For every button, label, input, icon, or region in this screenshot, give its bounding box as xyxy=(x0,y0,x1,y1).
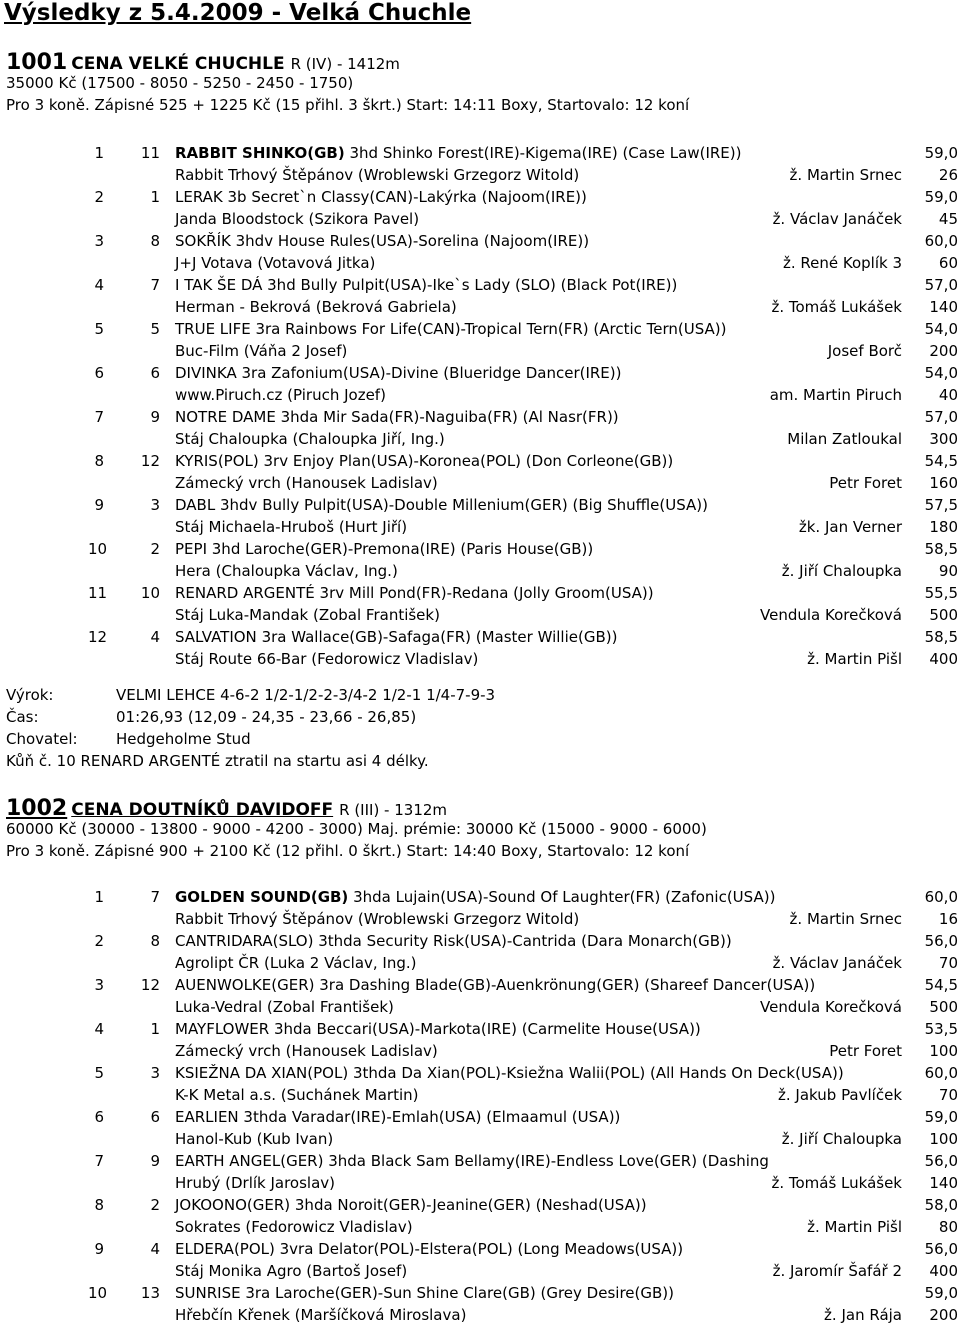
odds: 70 xyxy=(938,954,958,972)
horse-name: MAYFLOWER xyxy=(175,1020,270,1038)
saddle-number: 12 xyxy=(140,452,160,470)
horse-info xyxy=(175,1018,701,1040)
odds: 500 xyxy=(929,998,958,1016)
result-row-sub xyxy=(0,648,960,670)
finish-position: 5 xyxy=(94,320,104,338)
owner-trainer: Hrubý (Drlík Jaroslav) xyxy=(175,1174,336,1192)
horse-pedigree: 3thda Varadar(IRE)-Emlah(USA) (Elmaamul (USA)) xyxy=(238,1108,621,1126)
result-row-main xyxy=(0,186,960,208)
weight: 54,0 xyxy=(924,364,958,382)
jockey: ž. René Koplík 3 xyxy=(782,254,902,272)
owner-trainer: Stáj Monika Agro (Bartoš Josef) xyxy=(175,1262,408,1280)
horse-info xyxy=(175,538,593,560)
owner-trainer: Buc-Film (Váňa 2 Josef) xyxy=(175,342,348,360)
horse-info xyxy=(175,362,622,384)
horse-name: TRUE LIFE xyxy=(175,320,251,338)
result-row-sub xyxy=(0,1084,960,1106)
saddle-number: 5 xyxy=(150,320,160,338)
result-row-main xyxy=(0,1018,960,1040)
horse-pedigree: 3rv Enjoy Plan(USA)-Koronea(POL) (Don Corleone(GB)) xyxy=(258,452,674,470)
odds: 70 xyxy=(938,1086,958,1104)
horse-info xyxy=(175,974,815,996)
result-row-sub xyxy=(0,560,960,582)
owner-trainer: Stáj Luka-Mandak (Zobal František) xyxy=(175,606,440,624)
horse-pedigree: 3vra Delator(POL)-Elstera(POL) (Long Meadows(USA)) xyxy=(274,1240,684,1258)
jockey: Vendula Korečková xyxy=(760,998,902,1016)
horse-pedigree: 3ra Wallace(GB)-Safaga(FR) (Master Willie(GB)) xyxy=(256,628,618,646)
finish-position: 8 xyxy=(94,1196,104,1214)
finish-position: 9 xyxy=(94,1240,104,1258)
jockey: Petr Foret xyxy=(829,474,902,492)
result-row xyxy=(0,230,960,274)
horse-pedigree: 3b Secret`n Classy(CAN)-Lakýrka (Najoom(IRE)) xyxy=(222,188,587,206)
result-row xyxy=(0,582,960,626)
finish-position: 4 xyxy=(94,1020,104,1038)
weight: 56,0 xyxy=(924,932,958,950)
horse-info xyxy=(175,318,727,340)
result-row-sub xyxy=(0,296,960,318)
odds: 80 xyxy=(938,1218,958,1236)
result-row-main xyxy=(0,1150,960,1172)
weight: 54,5 xyxy=(924,452,958,470)
horse-name: SOKŘÍK xyxy=(175,232,231,250)
owner-trainer: K-K Metal a.s. (Suchánek Martin) xyxy=(175,1086,419,1104)
result-row-main xyxy=(0,230,960,252)
race-prize-line: 60000 Kč (30000 - 13800 - 9000 - 4200 - 3000) Maj. prémie: 30000 Kč (15000 - 9000 - 6000) xyxy=(6,820,707,838)
result-row xyxy=(0,886,960,930)
meta-value: Hedgeholme Stud xyxy=(116,730,251,748)
result-row-sub xyxy=(0,1172,960,1194)
result-row-main xyxy=(0,1282,960,1304)
page-title: Výsledky z 5.4.2009 - Velká Chuchle xyxy=(4,0,472,26)
result-row xyxy=(0,186,960,230)
horse-name: GOLDEN SOUND(GB) xyxy=(175,888,349,906)
owner-trainer: Luka-Vedral (Zobal František) xyxy=(175,998,394,1016)
weight: 54,5 xyxy=(924,976,958,994)
finish-position: 6 xyxy=(94,1108,104,1126)
finish-position: 6 xyxy=(94,364,104,382)
meta-row-verdict xyxy=(6,684,956,706)
odds: 200 xyxy=(929,342,958,360)
odds: 160 xyxy=(929,474,958,492)
jockey: ž. Martin Srnec xyxy=(789,166,902,184)
jockey: ž. Martin Srnec xyxy=(789,910,902,928)
horse-name: NOTRE DAME xyxy=(175,408,276,426)
saddle-number: 12 xyxy=(140,976,160,994)
jockey: Josef Borč xyxy=(827,342,902,360)
race-category: R (III) - 1312m xyxy=(339,801,448,819)
horse-pedigree: 3rv Mill Pond(FR)-Redana (Jolly Groom(USA)) xyxy=(314,584,654,602)
jockey: ž. Jiří Chaloupka xyxy=(781,1130,902,1148)
result-row-sub xyxy=(0,340,960,362)
weight: 56,0 xyxy=(924,1240,958,1258)
horse-info xyxy=(175,274,677,296)
owner-trainer: Hanol-Kub (Kub Ivan) xyxy=(175,1130,334,1148)
finish-position: 7 xyxy=(94,1152,104,1170)
result-row-sub xyxy=(0,1260,960,1282)
horse-pedigree: 3thda Da Xian(POL)-Ksiežna Walii(POL) (All Hands On Deck(USA)) xyxy=(348,1064,844,1082)
horse-pedigree: 3hdv House Rules(USA)-Sorelina (Najoom(IRE)) xyxy=(230,232,590,250)
weight: 59,0 xyxy=(924,188,958,206)
horse-pedigree: 3ra Zafonium(USA)-Divine (Blueridge Dancer(IRE)) xyxy=(236,364,622,382)
meta-label: Chovatel: xyxy=(6,730,78,748)
jockey: ž. Jaromír Šafář 2 xyxy=(772,1262,902,1280)
weight: 55,5 xyxy=(924,584,958,602)
odds: 500 xyxy=(929,606,958,624)
odds: 400 xyxy=(929,1262,958,1280)
jockey: ž. Václav Janáček xyxy=(772,210,902,228)
race-prize-line: 35000 Kč (17500 - 8050 - 5250 - 2450 - 1750) xyxy=(6,74,354,92)
result-row-main xyxy=(0,1062,960,1084)
result-row-sub xyxy=(0,1304,960,1326)
result-row-main xyxy=(0,406,960,428)
saddle-number: 1 xyxy=(150,1020,160,1038)
horse-info xyxy=(175,930,732,952)
result-row-sub xyxy=(0,1040,960,1062)
result-row-main xyxy=(0,1194,960,1216)
jockey: am. Martin Piruch xyxy=(769,386,902,404)
result-row-sub xyxy=(0,164,960,186)
finish-position: 2 xyxy=(94,932,104,950)
race-header xyxy=(6,50,960,75)
jockey: ž. Martin Pišl xyxy=(807,1218,902,1236)
odds: 200 xyxy=(929,1306,958,1324)
horse-name: KSIEŽNA DA XIAN(POL) xyxy=(175,1064,349,1082)
owner-trainer: Herman - Bekrová (Bekrová Gabriela) xyxy=(175,298,457,316)
horse-pedigree: 3hd Laroche(GER)-Premona(IRE) (Paris House(GB)) xyxy=(207,540,594,558)
finish-position: 1 xyxy=(94,888,104,906)
jockey: ž. Tomáš Lukášek xyxy=(771,298,902,316)
owner-trainer: Janda Bloodstock (Szikora Pavel) xyxy=(175,210,420,228)
result-row xyxy=(0,406,960,450)
horse-name: EARTH ANGEL(GER) xyxy=(175,1152,324,1170)
horse-pedigree: 3ra Rainbows For Life(CAN)-Tropical Tern(FR) (Arctic Tern(USA)) xyxy=(250,320,727,338)
weight: 56,0 xyxy=(924,1152,958,1170)
result-row xyxy=(0,142,960,186)
horse-name: EARLIEN xyxy=(175,1108,239,1126)
meta-value: VELMI LEHCE 4-6-2 1/2-1/2-2-3/4-2 1/2-1 1/4-7-9-3 xyxy=(116,686,496,704)
odds: 45 xyxy=(938,210,958,228)
odds: 60 xyxy=(938,254,958,272)
horse-info xyxy=(175,230,589,252)
horse-info xyxy=(175,1238,683,1260)
finish-position: 10 xyxy=(88,1284,108,1302)
horse-info xyxy=(175,186,587,208)
odds: 100 xyxy=(929,1130,958,1148)
weight: 57,0 xyxy=(924,408,958,426)
owner-trainer: J+J Votava (Votavová Jitka) xyxy=(175,254,376,272)
weight: 54,0 xyxy=(924,320,958,338)
result-row-sub xyxy=(0,428,960,450)
horse-pedigree: 3hda Mir Sada(FR)-Naguiba(FR) (Al Nasr(FR)) xyxy=(275,408,619,426)
horse-info xyxy=(175,626,617,648)
horse-name: JOKOONO(GER) xyxy=(175,1196,291,1214)
owner-trainer: Zámecký vrch (Hanousek Ladislav) xyxy=(175,474,438,492)
owner-trainer: Sokrates (Fedorowicz Vladislav) xyxy=(175,1218,413,1236)
horse-pedigree: 3hda Beccari(USA)-Markota(IRE) (Carmelite House(USA)) xyxy=(269,1020,701,1038)
horse-name: DIVINKA xyxy=(175,364,237,382)
odds: 90 xyxy=(938,562,958,580)
race-category: R (IV) - 1412m xyxy=(290,55,400,73)
race-1001 xyxy=(0,50,960,770)
result-row xyxy=(0,1194,960,1238)
jockey: ž. Martin Pišl xyxy=(807,650,902,668)
odds: 180 xyxy=(929,518,958,536)
weight: 60,0 xyxy=(924,888,958,906)
odds: 40 xyxy=(938,386,958,404)
finish-position: 10 xyxy=(88,540,108,558)
horse-pedigree: 3hdv Bully Pulpit(USA)-Double Millenium(GER) (Big Shuffle(USA)) xyxy=(215,496,708,514)
odds: 16 xyxy=(938,910,958,928)
meta-label: Čas: xyxy=(6,708,39,726)
result-row-main xyxy=(0,1238,960,1260)
result-row-main xyxy=(0,142,960,164)
saddle-number: 6 xyxy=(150,364,160,382)
saddle-number: 10 xyxy=(140,584,160,602)
jockey: Milan Zatloukal xyxy=(787,430,902,448)
weight: 57,0 xyxy=(924,276,958,294)
finish-position: 4 xyxy=(94,276,104,294)
meta-row-time xyxy=(6,706,956,728)
saddle-number: 9 xyxy=(150,408,160,426)
result-row xyxy=(0,1238,960,1282)
jockey: žk. Jan Verner xyxy=(798,518,902,536)
saddle-number: 2 xyxy=(150,1196,160,1214)
horse-info xyxy=(175,1194,647,1216)
race-name: CENA DOUTNÍKŮ DAVIDOFF xyxy=(71,800,334,820)
finish-position: 5 xyxy=(94,1064,104,1082)
result-row-main xyxy=(0,626,960,648)
meta-label: Výrok: xyxy=(6,686,54,704)
result-row xyxy=(0,450,960,494)
result-row xyxy=(0,538,960,582)
jockey: Petr Foret xyxy=(829,1042,902,1060)
jockey: ž. Tomáš Lukášek xyxy=(771,1174,902,1192)
weight: 57,5 xyxy=(924,496,958,514)
weight: 60,0 xyxy=(924,232,958,250)
result-row-main xyxy=(0,930,960,952)
horse-name: LERAK xyxy=(175,188,223,206)
race-entry-line: Pro 3 koně. Zápisné 525 + 1225 Kč (15 přihl. 3 škrt.) Start: 14:11 Boxy, Startovalo: 12 koní xyxy=(6,96,690,114)
saddle-number: 3 xyxy=(150,1064,160,1082)
odds: 26 xyxy=(938,166,958,184)
horse-pedigree: 3hd Bully Pulpit(USA)-Ike`s Lady (SLO) (Black Pot(IRE)) xyxy=(262,276,678,294)
odds: 140 xyxy=(929,298,958,316)
horse-name: CANTRIDARA(SLO) xyxy=(175,932,314,950)
weight: 58,5 xyxy=(924,540,958,558)
horse-pedigree: 3hda Lujain(USA)-Sound Of Laughter(FR) (Zafonic(USA)) xyxy=(348,888,776,906)
result-row-sub xyxy=(0,1216,960,1238)
finish-position: 9 xyxy=(94,496,104,514)
result-row xyxy=(0,494,960,538)
horse-pedigree: 3hda Black Sam Bellamy(IRE)-Endless Love(GER) (Dashing xyxy=(323,1152,769,1170)
saddle-number: 11 xyxy=(140,144,160,162)
weight: 58,5 xyxy=(924,628,958,646)
owner-trainer: Stáj Michaela-Hruboš (Hurt Jiří) xyxy=(175,518,408,536)
saddle-number: 8 xyxy=(150,232,160,250)
result-row xyxy=(0,1062,960,1106)
owner-trainer: Rabbit Trhový Štěpánov (Wroblewski Grzegorz Witold) xyxy=(175,166,580,184)
result-row-main xyxy=(0,274,960,296)
race-entry-line: Pro 3 koně. Zápisné 900 + 2100 Kč (12 přihl. 0 škrt.) Start: 14:40 Boxy, Startovalo: 12 koní xyxy=(6,842,690,860)
saddle-number: 4 xyxy=(150,628,160,646)
result-row xyxy=(0,1150,960,1194)
jockey: ž. Jiří Chaloupka xyxy=(781,562,902,580)
results-list xyxy=(0,142,960,670)
horse-name: SUNRISE xyxy=(175,1284,241,1302)
result-row-sub xyxy=(0,516,960,538)
weight: 53,5 xyxy=(924,1020,958,1038)
finish-position: 1 xyxy=(94,144,104,162)
result-row-sub xyxy=(0,472,960,494)
result-row xyxy=(0,1282,960,1326)
horse-name: RABBIT SHINKO(GB) xyxy=(175,144,345,162)
owner-trainer: Rabbit Trhový Štěpánov (Wroblewski Grzegorz Witold) xyxy=(175,910,580,928)
odds: 300 xyxy=(929,430,958,448)
horse-name: KYRIS(POL) xyxy=(175,452,259,470)
horse-info xyxy=(175,142,741,164)
result-row xyxy=(0,362,960,406)
race-meta xyxy=(6,684,956,772)
result-row-main xyxy=(0,494,960,516)
saddle-number: 7 xyxy=(150,276,160,294)
result-row xyxy=(0,1106,960,1150)
meta-value: 01:26,93 (12,09 - 24,35 - 23,66 - 26,85) xyxy=(116,708,417,726)
result-row-main xyxy=(0,538,960,560)
saddle-number: 8 xyxy=(150,932,160,950)
meta-row-breeder xyxy=(6,728,956,750)
result-row-sub xyxy=(0,252,960,274)
finish-position: 12 xyxy=(88,628,108,646)
owner-trainer: Hřebčín Křenek (Maršíčková Miroslava) xyxy=(175,1306,467,1324)
finish-position: 8 xyxy=(94,452,104,470)
jockey: ž. Jakub Pavlíček xyxy=(778,1086,902,1104)
race-header xyxy=(6,796,960,821)
weight: 59,0 xyxy=(924,1108,958,1126)
result-row-main xyxy=(0,886,960,908)
saddle-number: 4 xyxy=(150,1240,160,1258)
result-row xyxy=(0,626,960,670)
horse-info xyxy=(175,886,775,908)
saddle-number: 9 xyxy=(150,1152,160,1170)
race-name: CENA VELKÉ CHUCHLE xyxy=(71,54,285,74)
jockey: ž. Václav Janáček xyxy=(772,954,902,972)
result-row xyxy=(0,930,960,974)
horse-info xyxy=(175,582,654,604)
owner-trainer: Zámecký vrch (Hanousek Ladislav) xyxy=(175,1042,438,1060)
odds: 400 xyxy=(929,650,958,668)
saddle-number: 13 xyxy=(140,1284,160,1302)
finish-position: 2 xyxy=(94,188,104,206)
horse-name: SALVATION xyxy=(175,628,257,646)
result-row-main xyxy=(0,582,960,604)
horse-name: AUENWOLKE(GER) xyxy=(175,976,315,994)
jockey: ž. Jan Rája xyxy=(824,1306,902,1324)
weight: 59,0 xyxy=(924,1284,958,1302)
result-row-sub xyxy=(0,1128,960,1150)
result-row-sub xyxy=(0,908,960,930)
result-row-sub xyxy=(0,208,960,230)
odds: 140 xyxy=(929,1174,958,1192)
horse-pedigree: 3hd Shinko Forest(IRE)-Kigema(IRE) (Case Law(IRE)) xyxy=(344,144,742,162)
race-number: 1002 xyxy=(6,796,68,821)
result-row xyxy=(0,274,960,318)
result-row xyxy=(0,1018,960,1062)
horse-info xyxy=(175,1106,620,1128)
result-row-sub xyxy=(0,604,960,626)
result-row-main xyxy=(0,362,960,384)
weight: 59,0 xyxy=(924,144,958,162)
horse-pedigree: 3hda Noroit(GER)-Jeanine(GER) (Neshad(USA)) xyxy=(290,1196,647,1214)
owner-trainer: Agrolipt ČR (Luka 2 Václav, Ing.) xyxy=(175,954,417,972)
saddle-number: 7 xyxy=(150,888,160,906)
result-row-sub xyxy=(0,952,960,974)
weight: 58,0 xyxy=(924,1196,958,1214)
horse-info xyxy=(175,494,708,516)
finish-position: 3 xyxy=(94,232,104,250)
results-list xyxy=(0,886,960,1326)
saddle-number: 3 xyxy=(150,496,160,514)
odds: 100 xyxy=(929,1042,958,1060)
race-1002 xyxy=(0,796,960,1326)
horse-name: I TAK ŠE DÁ xyxy=(175,276,263,294)
saddle-number: 2 xyxy=(150,540,160,558)
jockey: Vendula Korečková xyxy=(760,606,902,624)
result-row-main xyxy=(0,318,960,340)
horse-pedigree: 3ra Laroche(GER)-Sun Shine Clare(GB) (Grey Desire(GB)) xyxy=(240,1284,674,1302)
result-row xyxy=(0,974,960,1018)
horse-name: PEPI xyxy=(175,540,207,558)
saddle-number: 1 xyxy=(150,188,160,206)
horse-pedigree: 3ra Dashing Blade(GB)-Auenkrönung(GER) (Shareef Dancer(USA)) xyxy=(314,976,816,994)
horse-info xyxy=(175,406,619,428)
result-row-main xyxy=(0,1106,960,1128)
horse-name: ELDERA(POL) xyxy=(175,1240,275,1258)
horse-info xyxy=(175,1282,674,1304)
owner-trainer: Hera (Chaloupka Václav, Ing.) xyxy=(175,562,398,580)
saddle-number: 6 xyxy=(150,1108,160,1126)
result-row xyxy=(0,318,960,362)
horse-info xyxy=(175,1150,769,1172)
weight: 60,0 xyxy=(924,1064,958,1082)
result-row-main xyxy=(0,450,960,472)
horse-name: RENARD ARGENTÉ xyxy=(175,584,315,602)
result-row-sub xyxy=(0,384,960,406)
race-number: 1001 xyxy=(6,50,68,75)
result-row-sub xyxy=(0,996,960,1018)
result-row-main xyxy=(0,974,960,996)
horse-info xyxy=(175,1062,844,1084)
owner-trainer: Stáj Route 66-Bar (Fedorowicz Vladislav) xyxy=(175,650,479,668)
race-note: Kůň č. 10 RENARD ARGENTÉ ztratil na startu asi 4 délky. xyxy=(6,752,429,770)
owner-trainer: www.Piruch.cz (Piruch Jozef) xyxy=(175,386,386,404)
horse-info xyxy=(175,450,673,472)
finish-position: 3 xyxy=(94,976,104,994)
horse-name: DABL xyxy=(175,496,216,514)
finish-position: 11 xyxy=(88,584,108,602)
finish-position: 7 xyxy=(94,408,104,426)
owner-trainer: Stáj Chaloupka (Chaloupka Jiří, Ing.) xyxy=(175,430,445,448)
horse-pedigree: 3thda Security Risk(USA)-Cantrida (Dara Monarch(GB)) xyxy=(313,932,732,950)
